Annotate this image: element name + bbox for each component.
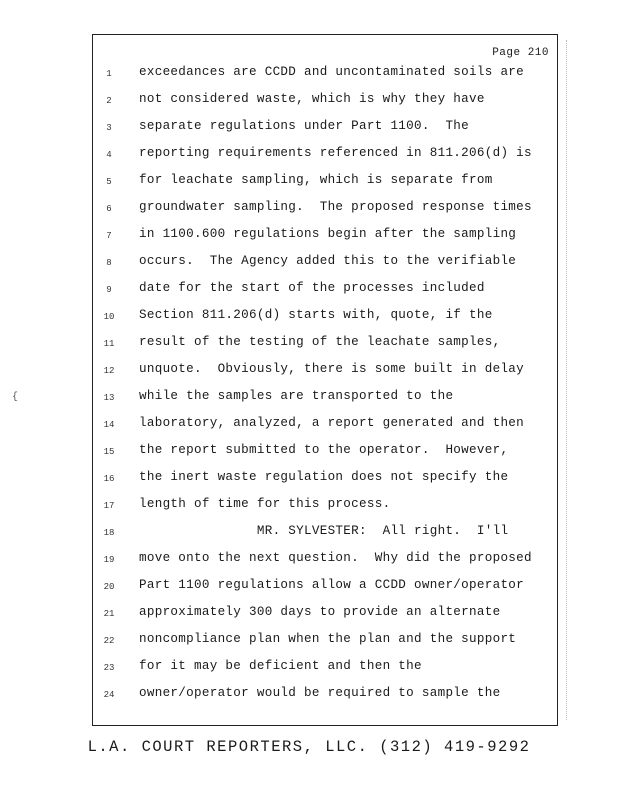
- transcript-line: [93, 497, 557, 524]
- transcript-line: [93, 65, 557, 92]
- line-text: for it may be deficient and then the: [139, 659, 422, 673]
- line-number: 8: [106, 258, 112, 268]
- line-text: for leachate sampling, which is separate from: [139, 173, 493, 187]
- line-text: exceedances are CCDD and uncontaminated soils are: [139, 65, 525, 79]
- line-number: 20: [103, 582, 115, 592]
- line-number: 21: [103, 609, 115, 619]
- line-number: 1: [106, 69, 112, 79]
- line-text: laboratory, analyzed, a report generated and then: [139, 416, 525, 430]
- transcript-line: [93, 551, 557, 578]
- transcript-line: [93, 605, 557, 632]
- transcript-line: [93, 200, 557, 227]
- line-number: 9: [106, 285, 112, 295]
- transcript-line: [93, 578, 557, 605]
- page-number: Page 210: [492, 47, 549, 59]
- line-text: Section 811.206(d) starts with, quote, if the: [139, 308, 493, 322]
- line-number: 6: [106, 204, 112, 214]
- transcript-line: [93, 659, 557, 686]
- line-text: owner/operator would be required to sample the: [139, 686, 501, 700]
- line-text: move onto the next question. Why did the proposed: [139, 551, 532, 565]
- line-number: 16: [103, 474, 115, 484]
- line-number: 11: [103, 339, 115, 349]
- line-text: noncompliance plan when the plan and the support: [139, 632, 517, 646]
- transcript-line: [93, 443, 557, 470]
- line-text: date for the start of the processes included: [139, 281, 485, 295]
- line-text: in 1100.600 regulations begin after the sampling: [139, 227, 517, 241]
- line-text: occurs. The Agency added this to the verifiable: [139, 254, 517, 268]
- transcript-line: [93, 335, 557, 362]
- line-number: 24: [103, 690, 115, 700]
- transcript-line: [93, 524, 557, 551]
- line-text: result of the testing of the leachate samples,: [139, 335, 501, 349]
- line-number: 3: [106, 123, 112, 133]
- line-text: length of time for this process.: [139, 497, 391, 511]
- line-text: approximately 300 days to provide an alternate: [139, 605, 501, 619]
- transcript-line: [93, 389, 557, 416]
- line-text: the report submitted to the operator. However,: [139, 443, 509, 457]
- line-number: 5: [106, 177, 112, 187]
- transcript-line: [93, 146, 557, 173]
- transcript-line: [93, 308, 557, 335]
- transcript-line: [93, 362, 557, 389]
- line-number: 7: [106, 231, 112, 241]
- line-text: groundwater sampling. The proposed response times: [139, 200, 532, 214]
- transcript-line: [93, 686, 557, 713]
- line-number: 22: [103, 636, 115, 646]
- transcript-line: [93, 119, 557, 146]
- transcript-page: [92, 34, 558, 726]
- transcript-line: [93, 173, 557, 200]
- line-number: 14: [103, 420, 115, 430]
- line-text: the inert waste regulation does not specify the: [139, 470, 509, 484]
- line-number: 13: [103, 393, 115, 403]
- line-number: 15: [103, 447, 115, 457]
- line-number: 23: [103, 663, 115, 673]
- line-number: 4: [106, 150, 112, 160]
- transcript-line: [93, 416, 557, 443]
- line-text: reporting requirements referenced in 811.206(d) is: [139, 146, 532, 160]
- line-text: unquote. Obviously, there is some built in delay: [139, 362, 525, 376]
- transcript-line: [93, 632, 557, 659]
- line-number: 2: [106, 96, 112, 106]
- line-number: 12: [103, 366, 115, 376]
- line-number: 18: [103, 528, 115, 538]
- transcript-line: [93, 470, 557, 497]
- footer-reporter: L.A. COURT REPORTERS, LLC. (312) 419-9292: [87, 738, 531, 756]
- line-number: 19: [103, 555, 115, 565]
- line-number: 10: [103, 312, 115, 322]
- transcript-line: [93, 227, 557, 254]
- line-number: 17: [103, 501, 115, 511]
- right-margin-rule: [566, 40, 568, 720]
- line-text: while the samples are transported to the: [139, 389, 454, 403]
- transcript-line: [93, 254, 557, 281]
- line-text: MR. SYLVESTER: All right. I'll: [139, 524, 509, 538]
- line-text: not considered waste, which is why they have: [139, 92, 485, 106]
- transcript-line: [93, 281, 557, 308]
- line-text: Part 1100 regulations allow a CCDD owner/operator: [139, 578, 525, 592]
- margin-mark: {: [12, 392, 19, 403]
- transcript-line: [93, 92, 557, 119]
- line-text: separate regulations under Part 1100. The: [139, 119, 470, 133]
